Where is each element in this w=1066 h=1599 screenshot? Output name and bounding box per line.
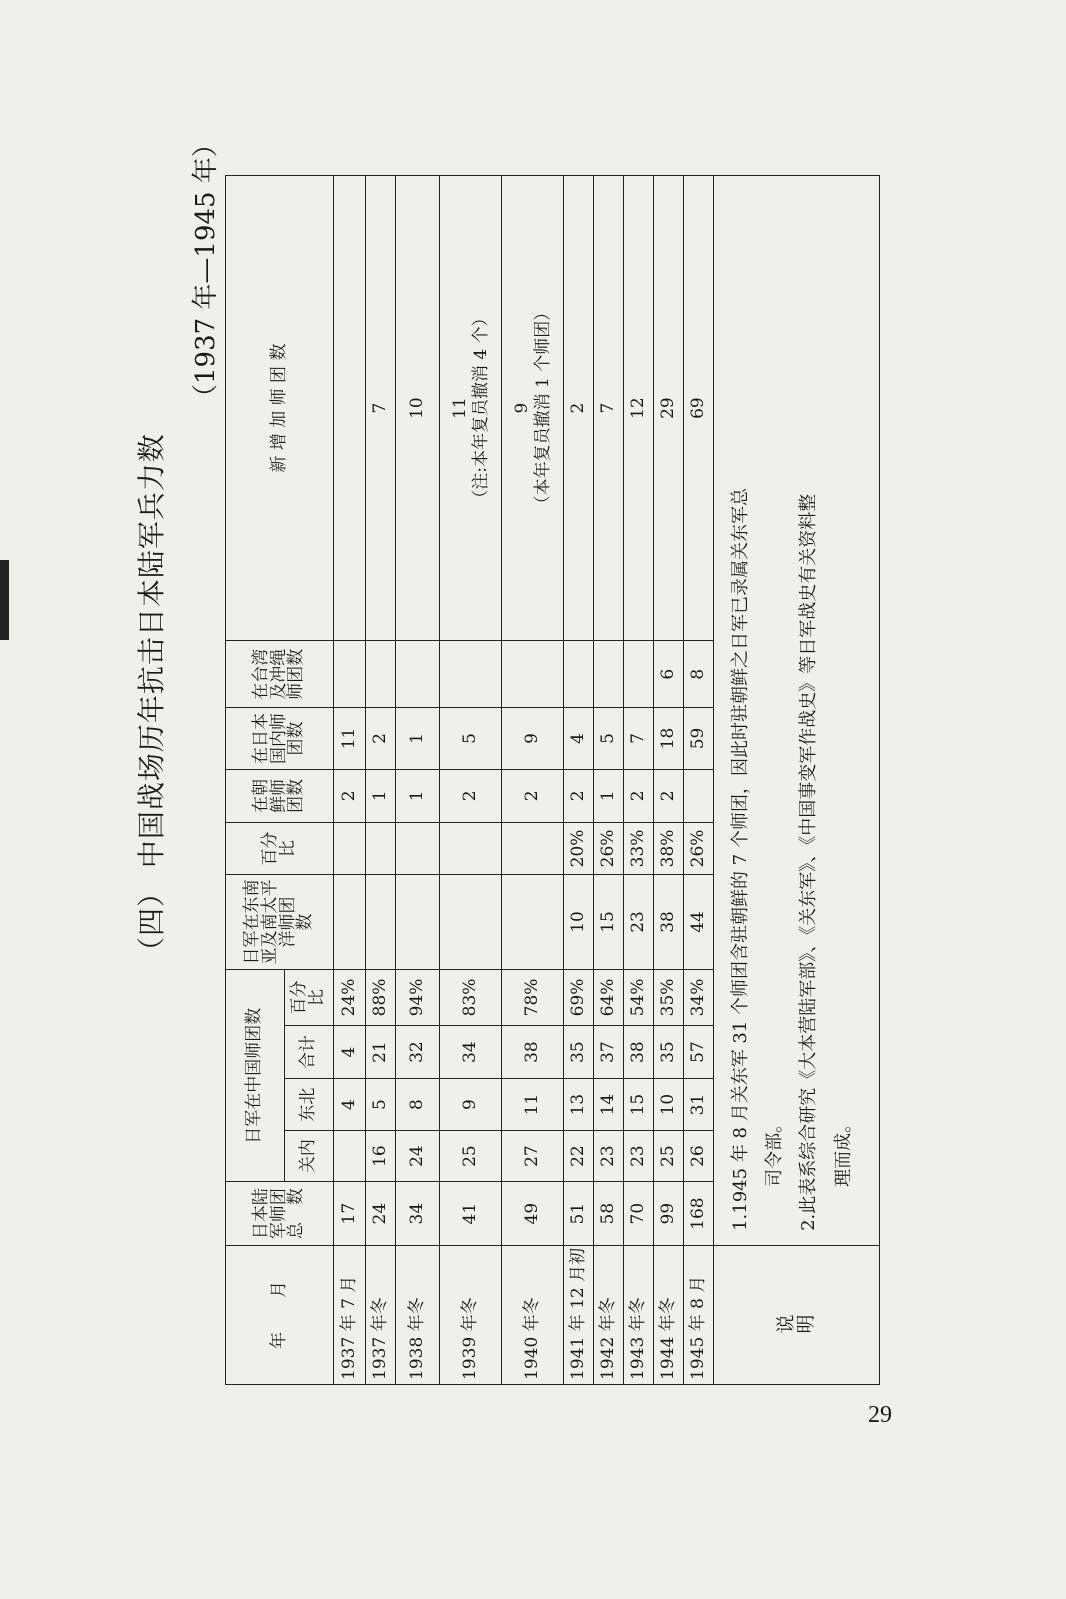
page-title: （四） 中国战场历年抗击日本陆军兵力数 [135,433,168,965]
cell-pacific-pct: 26% [594,823,624,875]
cell-total: 34 [396,1182,440,1246]
table-row [396,176,440,1385]
cell-new [440,176,502,641]
cell-japan: 2 [366,708,396,769]
table-row [624,176,654,1385]
cell-guannei: 23 [594,1130,624,1182]
cell-pacific-pct: 38% [654,823,684,875]
cell-guannei: 26 [684,1130,714,1182]
table-row [334,176,366,1385]
cell-total: 41 [440,1182,502,1246]
notes-cell [714,176,880,1246]
cell-heji: 35 [564,1025,594,1078]
header-pct: 百分比 [285,970,334,1026]
cell-pacific [502,874,564,969]
cell-pacific: 23 [624,874,654,969]
cell-new [624,176,654,641]
cell-pacific-pct [502,823,564,875]
cell-taiwan [440,641,502,708]
table-row [440,176,502,1385]
new-count: 69 [688,397,709,419]
cell-pct: 78% [502,970,564,1026]
cell-new [366,176,396,641]
cell-japan: 7 [624,708,654,769]
cell-taiwan [564,641,594,708]
cell-year-month: 1944 年冬 [654,1245,684,1384]
cell-new [564,176,594,641]
cell-dongbei: 9 [440,1079,502,1131]
cell-year-month: 1937 年冬 [366,1245,396,1384]
cell-pct: 34% [684,970,714,1026]
cell-pct: 54% [624,970,654,1026]
cell-guannei: 24 [396,1130,440,1182]
cell-japan: 18 [654,708,684,769]
notes-label: 说 明 [714,1245,880,1384]
new-count: 11 [450,397,471,419]
cell-total: 17 [334,1182,366,1246]
cell-pct: 35% [654,970,684,1026]
header-china-group: 日军在中国师团数 [226,970,285,1182]
cell-korea [684,769,714,822]
cell-heji: 34 [440,1025,502,1078]
header-pacific-pct: 百分比 [226,823,334,875]
cell-dongbei: 13 [564,1079,594,1131]
cell-guannei: 22 [564,1130,594,1182]
header-year-month: 年 月 [226,1245,334,1384]
cell-korea: 1 [594,769,624,822]
header-heji: 合计 [285,1025,334,1078]
new-count: 9 [512,402,533,414]
new-count: 12 [628,397,649,419]
new-note: （本年复员撤消 1 个师团） [532,303,553,513]
cell-year-month: 1937 年 7 月 [334,1245,366,1384]
cell-new [502,176,564,641]
cell-total: 51 [564,1182,594,1246]
table-row [502,176,564,1385]
cell-taiwan [502,641,564,708]
note-line: 理而成。 [832,1114,854,1187]
cell-dongbei: 15 [624,1079,654,1131]
cell-guannei: 25 [440,1130,502,1182]
cell-heji: 4 [334,1025,366,1078]
cell-dongbei: 31 [684,1079,714,1131]
cell-pct: 94% [396,970,440,1026]
cell-heji: 32 [396,1025,440,1078]
cell-heji: 37 [594,1025,624,1078]
cell-korea: 1 [366,769,396,822]
cell-korea: 2 [564,769,594,822]
cell-total: 58 [594,1182,624,1246]
cell-pacific-pct: 26% [684,823,714,875]
note-line: 2.此表系综合研究《大本营陆军部》、《关东军》、《中国事变军作战史》等日军战史有关资料整 [798,493,820,1231]
cell-pacific: 44 [684,874,714,969]
header-total: 日本陆军师团总 数 [226,1182,334,1246]
notes-row [714,176,880,1385]
cell-new [334,176,366,641]
rotated-page [130,131,890,1385]
cell-new [396,176,440,641]
cell-pacific [334,874,366,969]
cell-korea: 2 [624,769,654,822]
header-dongbei: 东北 [285,1079,334,1131]
cell-taiwan [366,641,396,708]
cell-japan: 4 [564,708,594,769]
header-new: 新 增 加 师 团 数 [226,176,334,641]
cell-korea: 1 [396,769,440,822]
cell-dongbei: 10 [654,1079,684,1131]
troop-table [225,175,880,1385]
page-subtitle: （1937 年—1945 年） [191,131,221,410]
cell-pacific [366,874,396,969]
cell-pct: 69% [564,970,594,1026]
cell-year-month: 1939 年冬 [440,1245,502,1384]
cell-japan: 5 [594,708,624,769]
cell-total: 24 [366,1182,396,1246]
cell-taiwan [594,641,624,708]
cell-guannei: 27 [502,1130,564,1182]
cell-korea: 2 [440,769,502,822]
cell-pacific [396,874,440,969]
cell-pacific-pct: 20% [564,823,594,875]
cell-korea: 2 [502,769,564,822]
note-line: 1.1945 年 8 月关东军 31 个师团含驻朝鲜的 7 个师团，因此时驻朝鲜之日军已录属关东军总 [730,488,751,1231]
table-row [594,176,624,1385]
new-count: 29 [658,397,679,419]
scan-edge-mark [0,560,9,640]
cell-year-month: 1941 年 12 月初 [564,1245,594,1384]
cell-heji: 38 [624,1025,654,1078]
header-japan: 在日本国内师团数 [226,708,334,769]
cell-pacific: 15 [594,874,624,969]
new-count: 7 [370,402,391,414]
table-row [366,176,396,1385]
note-line: 司令部。 [764,1114,786,1187]
cell-pacific: 10 [564,874,594,969]
cell-heji: 38 [502,1025,564,1078]
cell-pct: 64% [594,970,624,1026]
cell-heji: 57 [684,1025,714,1078]
cell-pacific-pct [440,823,502,875]
cell-taiwan [624,641,654,708]
cell-guannei: 23 [624,1130,654,1182]
cell-dongbei: 5 [366,1079,396,1131]
cell-japan: 59 [684,708,714,769]
new-note: （注:本年复员撤消 4 个） [470,309,491,507]
cell-pacific [440,874,502,969]
cell-total: 168 [684,1182,714,1246]
cell-year-month: 1945 年 8 月 [684,1245,714,1384]
cell-new [654,176,684,641]
cell-pct: 83% [440,970,502,1026]
cell-pacific-pct [366,823,396,875]
cell-pct: 24% [334,970,366,1026]
cell-guannei: 25 [654,1130,684,1182]
table-row [684,176,714,1385]
new-count: 10 [407,397,428,419]
cell-new [684,176,714,641]
new-count: 7 [598,402,619,414]
cell-guannei [334,1130,366,1182]
cell-taiwan [396,641,440,708]
cell-korea: 2 [334,769,366,822]
header-pacific: 日军在东南亚及南太平洋师团 数 [226,874,334,969]
cell-dongbei: 14 [594,1079,624,1131]
cell-pacific-pct: 33% [624,823,654,875]
table-row [654,176,684,1385]
cell-year-month: 1940 年冬 [502,1245,564,1384]
cell-japan: 11 [334,708,366,769]
cell-pacific-pct [334,823,366,875]
cell-korea: 2 [654,769,684,822]
cell-total: 49 [502,1182,564,1246]
cell-taiwan: 8 [684,641,714,708]
cell-heji: 21 [366,1025,396,1078]
cell-year-month: 1942 年冬 [594,1245,624,1384]
cell-total: 99 [654,1182,684,1246]
table-row [564,176,594,1385]
cell-heji: 35 [654,1025,684,1078]
header-korea: 在朝鲜师团数 [226,769,334,822]
cell-guannei: 16 [366,1130,396,1182]
cell-taiwan: 6 [654,641,684,708]
header-taiwan: 在台湾及冲绳师团数 [226,641,334,708]
cell-dongbei: 11 [502,1079,564,1131]
cell-year-month: 1943 年冬 [624,1245,654,1384]
page-number: 29 [868,1402,892,1428]
cell-pacific: 38 [654,874,684,969]
cell-japan: 5 [440,708,502,769]
cell-pacific-pct [396,823,440,875]
cell-japan: 1 [396,708,440,769]
new-count: 2 [568,402,589,414]
cell-dongbei: 8 [396,1079,440,1131]
cell-taiwan [334,641,366,708]
cell-new [594,176,624,641]
cell-year-month: 1938 年冬 [396,1245,440,1384]
cell-pct: 88% [366,970,396,1026]
cell-dongbei: 4 [334,1079,366,1131]
cell-total: 70 [624,1182,654,1246]
header-guannei: 关内 [285,1130,334,1182]
cell-japan: 9 [502,708,564,769]
